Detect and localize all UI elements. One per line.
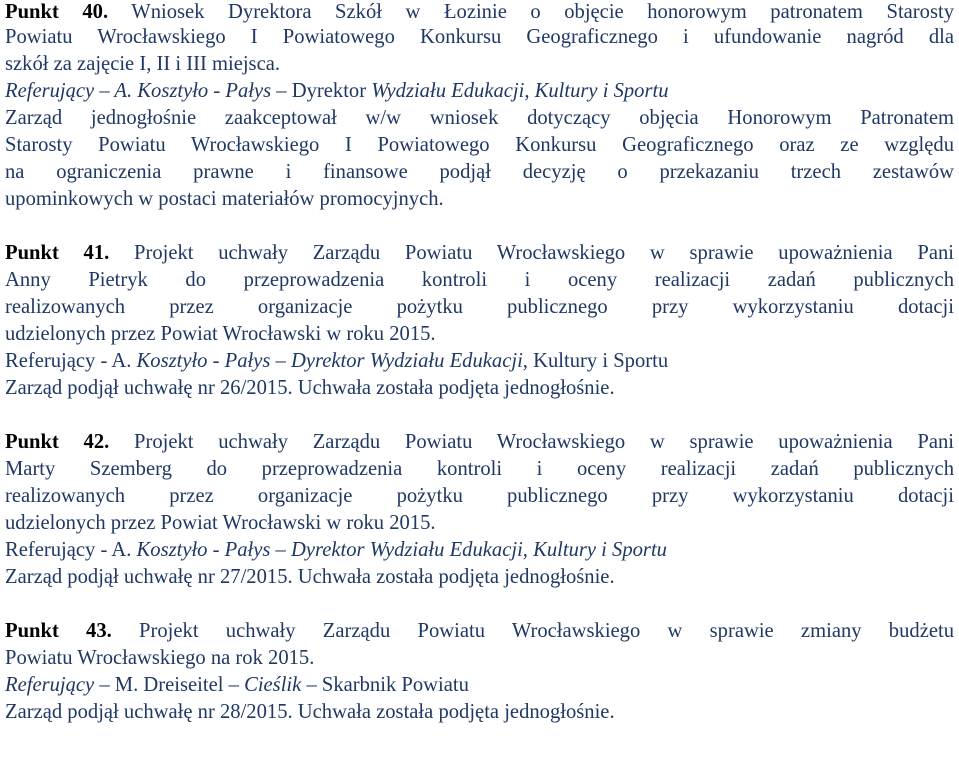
p41-referent-name: Kosztyło - Pałys – Dyrektor Wydziału Edukacji, bbox=[136, 350, 528, 372]
p43-referent-name: – M. Dreiseitel – bbox=[99, 674, 239, 696]
p42-referent-name: Kosztyło - Pałys – Dyrektor Wydziału Edukacji, Kultury i Sportu bbox=[136, 539, 667, 561]
p40-referent-dept: Wydziału Edukacji, Kultury i Sportu bbox=[371, 80, 669, 102]
p43-title-line-2: Powiatu Wrocławskiego na rok 2015. bbox=[5, 647, 315, 669]
p40-decision-line-4: upominkowych w postaci materiałów promocyjnych. bbox=[5, 188, 444, 210]
p41-referent-tail: Kultury i Sportu bbox=[533, 350, 669, 372]
p41-referent-line bbox=[5, 348, 959, 375]
p40-decision-line-1: Zarząd jednogłośnie zaakceptował w/w wniosek dotyczący objęcia Honorowym Patronatem bbox=[5, 107, 954, 129]
p42-title-text-1: Projekt uchwały Zarządu Powiatu Wrocławskiego w sprawie upoważnienia Pani bbox=[134, 431, 954, 453]
p40-referent-name: Referujący – A. Kosztyło - Pałys bbox=[5, 80, 272, 102]
p41-referent-label: Referujący - A. bbox=[5, 350, 132, 372]
p42-title-line-2: Marty Szemberg do przeprowadzenia kontroli i oceny realizacji zadań publicznych bbox=[5, 458, 954, 480]
p41-title-line-1 bbox=[5, 240, 954, 267]
p42-heading: Punkt 42. bbox=[5, 431, 110, 453]
p42-title-line-3: realizowanych przez organizacje pożytku publicznego przy wykorzystaniu dotacji bbox=[5, 485, 954, 507]
p42-title-line-4: udzielonych przez Powiat Wrocławski w roku 2015. bbox=[5, 512, 436, 534]
p41-title-line-3: realizowanych przez organizacje pożytku publicznego przy wykorzystaniu dotacji bbox=[5, 296, 954, 318]
p40-title-line-3: szkół za zajęcie I, II i III miejsca. bbox=[5, 53, 280, 75]
section-punkt-42 bbox=[5, 429, 959, 591]
p43-heading: Punkt 43. bbox=[5, 620, 112, 642]
p40-referent-role: Dyrektor bbox=[291, 80, 367, 102]
p42-referent-label: Referujący - A. bbox=[5, 539, 132, 561]
p40-referent-line bbox=[5, 78, 959, 105]
p40-title-line-1 bbox=[5, 0, 954, 24]
p42-referent-line bbox=[5, 537, 959, 564]
p43-decision: Zarząd podjął uchwałę nr 28/2015. Uchwała została podjęta jednogłośnie. bbox=[5, 701, 615, 723]
p41-heading: Punkt 41. bbox=[5, 242, 110, 264]
p43-title-text-1: Projekt uchwały Zarządu Powiatu Wrocławskiego w sprawie zmiany budżetu bbox=[139, 620, 954, 642]
p43-title-line-1 bbox=[5, 618, 954, 645]
spacer bbox=[5, 591, 959, 618]
section-punkt-41 bbox=[5, 240, 959, 402]
p43-referent-line bbox=[5, 672, 959, 699]
p40-title-line-2: Powiatu Wrocławskiego I Powiatowego Konkursu Geograficznego i ufundowanie nagród dla bbox=[5, 26, 954, 48]
p41-title-line-4: udzielonych przez Powiat Wrocławski w roku 2015. bbox=[5, 323, 436, 345]
p42-title-line-1 bbox=[5, 429, 954, 456]
section-punkt-40 bbox=[5, 0, 959, 213]
spacer bbox=[5, 213, 959, 240]
p41-title-line-2: Anny Pietryk do przeprowadzenia kontroli i oceny realizacji zadań publicznych bbox=[5, 269, 954, 291]
p40-heading: Punkt 40. bbox=[5, 1, 109, 23]
p42-decision: Zarząd podjął uchwałę nr 27/2015. Uchwała została podjęta jednogłośnie. bbox=[5, 566, 615, 588]
p41-decision: Zarząd podjął uchwałę nr 26/2015. Uchwała została podjęta jednogłośnie. bbox=[5, 377, 615, 399]
spacer bbox=[5, 402, 959, 429]
p43-referent-role: – Skarbnik Powiatu bbox=[306, 674, 469, 696]
p40-decision-line-2: Starosty Powiatu Wrocławskiego I Powiatowego Konkursu Geograficznego oraz ze względu bbox=[5, 134, 954, 156]
section-punkt-43 bbox=[5, 618, 959, 726]
p43-referent-surname: Cieślik bbox=[244, 674, 302, 696]
p40-decision-line-3: na ograniczenia prawne i finansowe podjął decyzję o przekazaniu trzech zestawów bbox=[5, 161, 954, 183]
p43-referent-label: Referujący bbox=[5, 674, 95, 696]
p40-title-text-1: Wniosek Dyrektora Szkół w Łozinie o objęcie honorowym patronatem Starosty bbox=[131, 1, 954, 23]
p40-referent-dash: – bbox=[276, 80, 287, 102]
p41-title-text-1: Projekt uchwały Zarządu Powiatu Wrocławskiego w sprawie upoważnienia Pani bbox=[134, 242, 954, 264]
